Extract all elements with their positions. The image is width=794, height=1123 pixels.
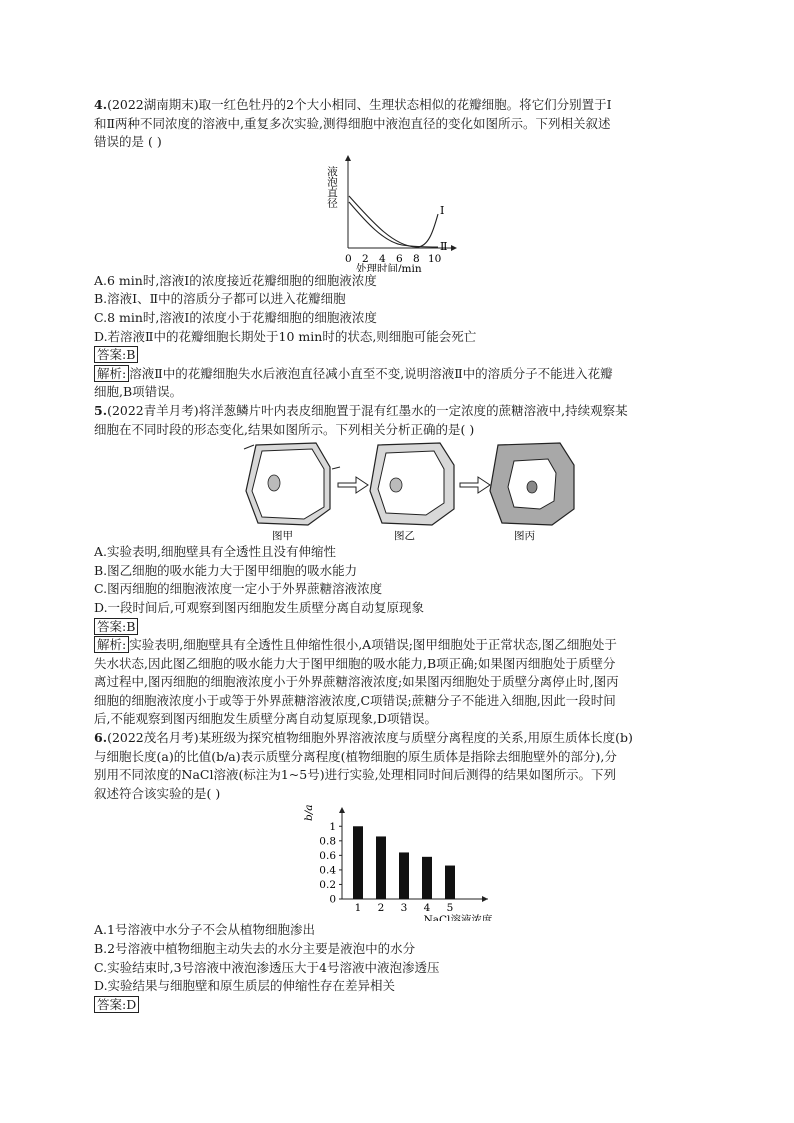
q4-analysis-line-1: 解析: 溶液Ⅱ中的花瓣细胞失水后液泡直径减小直至不变,说明溶液Ⅱ中的溶质分子不能进入花瓣 bbox=[94, 365, 708, 384]
q6-answer bbox=[94, 996, 708, 1015]
answer-label-box: 答案:B bbox=[94, 346, 138, 363]
q5-cell-illustration bbox=[94, 439, 708, 543]
q4-vacuole-diameter-chart bbox=[94, 152, 708, 272]
q5-figure bbox=[94, 439, 708, 543]
q6-y-tick-label: 0.4 bbox=[319, 864, 336, 877]
q4-x-tick: 10 bbox=[428, 252, 442, 265]
q6-bar-chart bbox=[94, 803, 708, 921]
q4-curve-2 bbox=[349, 202, 438, 247]
question-5 bbox=[94, 402, 708, 729]
q4-option-b: B.溶液Ⅰ、Ⅱ中的溶质分子都可以进入花瓣细胞 bbox=[94, 291, 346, 307]
q4-option-c: C.8 min时,溶液Ⅰ的浓度小于花瓣细胞的细胞液浓度 bbox=[94, 309, 377, 325]
q4-x-tick: 6 bbox=[396, 252, 403, 265]
q5-analysis-line-1: 解析: 实验表明,细胞壁具有全透性且伸缩性很小,A项错误;图甲细胞处于正常状态,图乙细胞处于 bbox=[94, 636, 708, 655]
q4-curve-2-label: Ⅱ bbox=[440, 239, 448, 253]
q4-number: 4. bbox=[94, 97, 108, 112]
q4-figure bbox=[94, 152, 708, 272]
q4-curve-1 bbox=[349, 196, 438, 247]
q6-bar bbox=[353, 827, 363, 900]
question-4 bbox=[94, 96, 708, 402]
q6-stem-line-2: 与细胞长度(a)的比值(b/a)表示质壁分离程度(植物细胞的原生质体是指除去细胞壁外的部分),分 bbox=[94, 748, 617, 764]
q5-analysis-line-3: 离过程中,图丙细胞的细胞液浓度小于外界蔗糖溶液浓度;如果图丙细胞处于质壁分离停止时,图丙 bbox=[94, 674, 619, 690]
label-jia: 图甲 bbox=[272, 530, 293, 543]
q5-option-b: B.图乙细胞的吸水能力大于图甲细胞的吸水能力 bbox=[94, 562, 358, 578]
q5-option-c: C.图丙细胞的细胞液浓度一定小于外界蔗糖溶液浓度 bbox=[94, 581, 383, 597]
q4-analysis-line-2: 细胞,B项错误。 bbox=[94, 384, 183, 400]
q5-number: 5. bbox=[94, 402, 108, 418]
cell-yi bbox=[370, 443, 454, 525]
label-yi: 图乙 bbox=[394, 530, 415, 543]
q5-answer bbox=[94, 618, 708, 637]
q4-x-tick: 0 bbox=[345, 252, 352, 265]
q6-y-label: b/a bbox=[303, 804, 315, 822]
q5-analysis-line-2: 失水状态,因此图乙细胞的吸水能力大于图甲细胞的吸水能力,B项正确;如果图丙细胞处于质壁分 bbox=[94, 655, 616, 671]
q5-option-a: A.实验表明,细胞壁具有全透性且没有伸缩性 bbox=[94, 544, 336, 560]
document-page bbox=[94, 96, 708, 1014]
q6-x-tick-label: 1 bbox=[354, 902, 362, 915]
q6-number: 6. bbox=[94, 730, 108, 746]
analysis-label-box: 解析: bbox=[94, 636, 129, 653]
q6-stem-line-1: 6.(2022茂名月考)某班级为探究植物细胞外界溶液浓度与质壁分离程度的关系,用原生质体长度(b) bbox=[94, 730, 633, 746]
q6-bar bbox=[376, 837, 386, 900]
q6-y-axis-arrow bbox=[339, 807, 345, 813]
q4-x-tick: 8 bbox=[413, 252, 420, 265]
q6-x-tick-label: 3 bbox=[400, 902, 408, 915]
q4-curve-1-label: Ⅰ bbox=[440, 203, 445, 217]
q4-x-tick: 2 bbox=[362, 252, 369, 265]
q6-x-label: NaCl溶液浓度 bbox=[423, 914, 493, 922]
q4-x-tick: 4 bbox=[379, 252, 386, 265]
q4-x-label: 处理时间/min bbox=[356, 262, 422, 272]
q5-option-d: D.一段时间后,可观察到图丙细胞发生质壁分离自动复原现象 bbox=[94, 599, 425, 615]
q6-y-tick-label: 0 bbox=[329, 893, 336, 906]
q6-stem-line-3: 别用不同浓度的NaCl溶液(标注为1~5号)进行实验,处理相同时间后测得的结果如图所示。下列 bbox=[94, 767, 617, 783]
cell-jia bbox=[244, 443, 340, 525]
analysis-label-box: 解析: bbox=[94, 365, 129, 382]
answer-label-box: 答案:D bbox=[94, 996, 139, 1013]
q6-figure bbox=[94, 803, 708, 921]
q6-x-tick-label: 4 bbox=[423, 902, 431, 915]
q6-bar bbox=[422, 857, 432, 899]
q6-option-c: C.实验结束时,3号溶液中液泡渗透压大于4号溶液中液泡渗透压 bbox=[94, 959, 440, 975]
q6-option-b: B.2号溶液中植物细胞主动失去的水分主要是液泡中的水分 bbox=[94, 941, 416, 957]
q4-stem-line-3: 错误的是 ( ) bbox=[94, 134, 162, 150]
q6-option-a: A.1号溶液中水分子不会从植物细胞渗出 bbox=[94, 922, 315, 938]
q5-stem-line-1: 5.(2022青羊月考)将洋葱鳞片叶内表皮细胞置于混有红墨水的一定浓度的蔗糖溶液中,持续观察某 bbox=[94, 402, 628, 418]
q6-bar bbox=[399, 853, 409, 900]
q5-analysis-line-5: 后,不能观察到图丙细胞发生质壁分离自动复原现象,D项错误。 bbox=[94, 711, 437, 727]
q4-option-a: A.6 min时,溶液Ⅰ的浓度接近花瓣细胞的细胞液浓度 bbox=[94, 272, 377, 288]
cell-bing bbox=[490, 443, 574, 525]
q6-option-d: D.实验结果与细胞壁和原生质层的伸缩性存在差异相关 bbox=[94, 978, 396, 994]
q6-stem-line-4: 叙述符合该实验的是( ) bbox=[94, 785, 221, 801]
label-bing: 图丙 bbox=[514, 530, 535, 543]
q6-x-tick-label: 5 bbox=[446, 902, 454, 915]
q6-y-tick-label: 0.8 bbox=[319, 835, 336, 848]
q4-y-label: 液泡直径 bbox=[326, 165, 338, 208]
q5-analysis-line-4: 细胞的细胞液浓度小于或等于外界蔗糖溶液浓度,C项错误;蔗糖分子不能进入细胞,因此一段时间 bbox=[94, 692, 616, 708]
q5-stem-line-2: 细胞在不同时段的形态变化,结果如图所示。下列相关分析正确的是( ) bbox=[94, 421, 475, 437]
q6-x-tick-label: 2 bbox=[377, 902, 385, 915]
question-6 bbox=[94, 729, 708, 1014]
q4-stem-line-2: 和Ⅱ两种不同浓度的溶液中,重复多次实验,测得细胞中液泡直径的变化如图所示。下列相关叙述 bbox=[94, 115, 611, 131]
q4-answer bbox=[94, 346, 708, 365]
q6-y-tick-label: 1 bbox=[329, 821, 336, 834]
q4-stem-line-1: 4.(2022湖南期末)取一红色牡丹的2个大小相同、生理状态相似的花瓣细胞。将它们分别置于Ⅰ bbox=[94, 97, 612, 112]
q6-y-tick-label: 0.6 bbox=[319, 850, 336, 863]
q6-y-tick-label: 0.2 bbox=[319, 879, 336, 892]
q4-option-d: D.若溶液Ⅱ中的花瓣细胞长期处于10 min时的状态,则细胞可能会死亡 bbox=[94, 328, 477, 344]
q6-x-axis-arrow bbox=[482, 896, 488, 902]
q6-bar bbox=[445, 866, 455, 899]
answer-label-box: 答案:B bbox=[94, 618, 138, 635]
